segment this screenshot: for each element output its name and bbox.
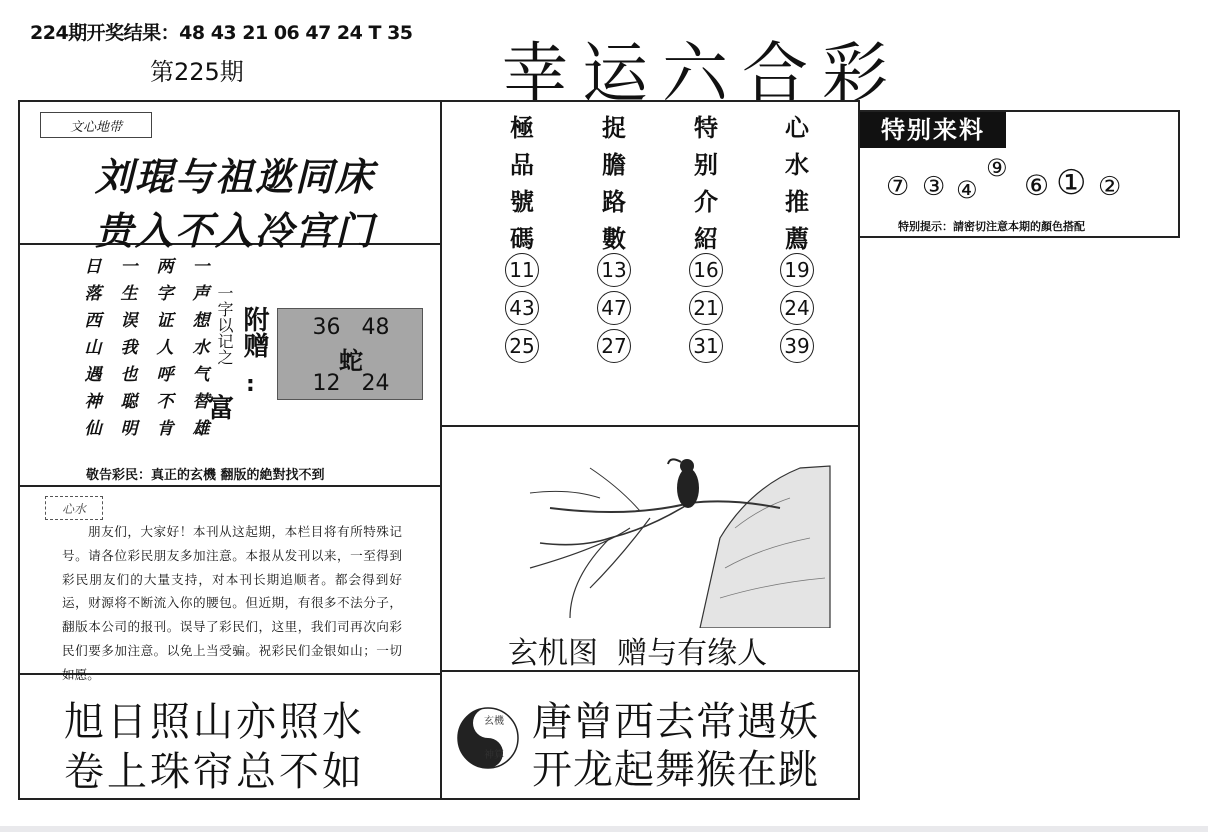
attach-label: 附赠	[239, 306, 269, 358]
number-ball: 13	[597, 253, 631, 287]
column-title: 極 品 號 碼	[510, 114, 534, 253]
special-number: ③	[922, 172, 946, 202]
notice-text: 敬告彩民：真正的玄機 翻版的絶對找不到	[86, 468, 325, 483]
special-number: ②	[1098, 172, 1122, 202]
gift-zodiac: 蛇	[339, 347, 363, 375]
left-line-1: 刘琨与祖逖同床	[95, 155, 376, 199]
column-title: 捉 膽 路 數	[602, 114, 626, 253]
attach-colon: :	[246, 372, 255, 397]
section-tag	[40, 112, 152, 138]
section-tag-label: 文心地带	[69, 119, 122, 135]
special-number: ⑥	[1024, 169, 1050, 202]
last-result-text: 224期开奖结果：48 43 21 06 47 24 T 35	[30, 22, 413, 44]
gift-box	[277, 308, 423, 400]
fu-character: 富	[208, 394, 235, 424]
yinyang-bottom-label: 神算	[484, 750, 504, 761]
gift-row-1: 36 48	[312, 315, 390, 340]
poem-column: 两 字 证 人 呼 不 肯	[156, 257, 174, 439]
poem-column: 日 落 西 山 遇 神 仙	[84, 257, 102, 439]
special-tip: 特别提示：請密切注意本期的顏色搭配	[898, 220, 1085, 233]
number-ball: 47	[597, 291, 631, 325]
number-ball: 31	[689, 329, 723, 363]
column-title: 特 别 介 紹	[694, 114, 718, 253]
page-title: 幸运六合彩	[502, 35, 902, 112]
special-number: ⑦	[886, 172, 910, 202]
left-verse-2: 卷上珠帘总不如	[64, 749, 365, 795]
number-ball: 24	[780, 291, 814, 325]
number-ball: 11	[505, 253, 539, 287]
number-ball: 43	[505, 291, 539, 325]
special-number: ①	[1056, 163, 1087, 203]
special-number: ⑨	[986, 154, 1008, 182]
left-verse-1: 旭日照山亦照水	[64, 699, 365, 745]
special-header: 特别来料	[860, 112, 1006, 148]
issue-number: 第225期	[150, 58, 244, 86]
section-tag-2	[45, 496, 103, 520]
middle-verse-1: 唐曾西去常遇妖	[532, 699, 819, 745]
page-bottom-band	[0, 826, 1208, 832]
special-number: ④	[956, 176, 978, 204]
left-divider-2	[18, 485, 442, 487]
middle-verse-2: 开龙起舞猴在跳	[532, 747, 819, 793]
announcement-paragraph: 朋友们，大家好！本刊从这起期，本栏目将有所特殊记号。请各位彩民朋友多加注意。本报从发刊以来，一至得到彩民朋友们的大量支持，对本刊长期追顺者。都会得到好运，财源将不断流入你的腰包。但近期，有很多不法分子，翻版本公司的报刊。误导了彩民们，这里，我们司再次向彩民们要多加注意。以免上当受骗。祝彩民们金银如山；一切如愿。	[62, 524, 402, 682]
section-tag-2-label: 心水	[61, 501, 86, 516]
left-line-2: 贵入不入冷宫门	[95, 209, 376, 253]
number-ball: 25	[505, 329, 539, 363]
yinyang-top-label: 玄機	[484, 716, 504, 727]
poem-column: 一 生 误 我 也 聪 明	[120, 257, 138, 439]
number-ball: 16	[689, 253, 723, 287]
number-ball: 39	[780, 329, 814, 363]
number-ball: 27	[597, 329, 631, 363]
riddle-vertical: 一字以记之	[215, 285, 234, 365]
column-title: 心 水 推 薦	[785, 114, 809, 253]
number-ball: 21	[689, 291, 723, 325]
poem-column: 一 声 想 水 气 替 雄	[192, 257, 210, 439]
middle-divider-1	[440, 425, 860, 427]
gift-row-2: 12 24	[312, 371, 390, 396]
xuanji-picture	[510, 448, 840, 628]
xuanji-caption: 玄机图 赠与有缘人	[508, 636, 768, 671]
number-ball: 19	[780, 253, 814, 287]
